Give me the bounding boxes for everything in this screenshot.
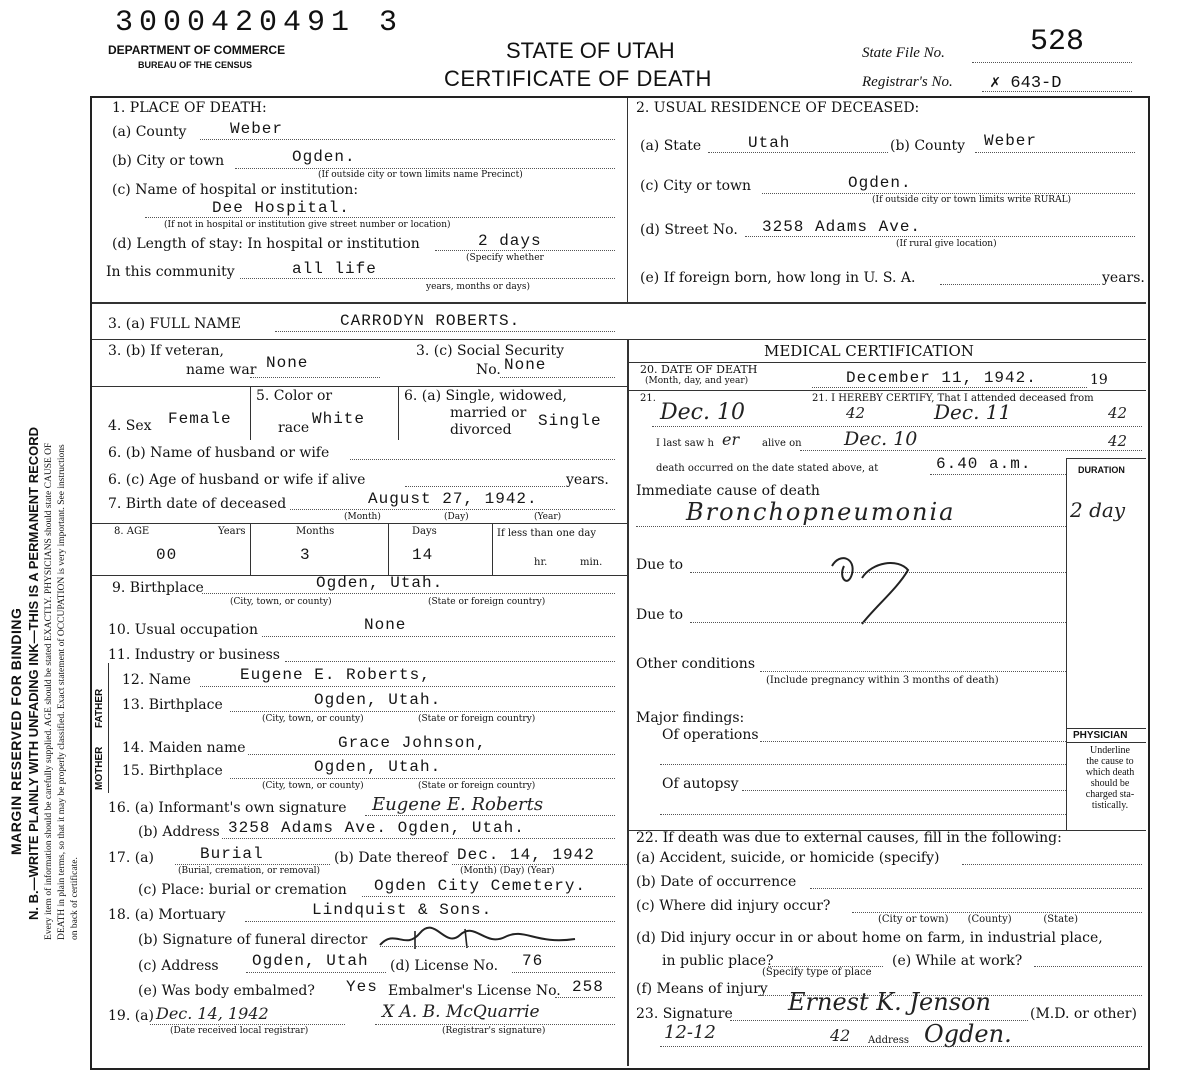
accident-label: (a) Accident, suicide, or homicide (specify)	[636, 850, 940, 866]
color-label: 5. Color or	[256, 388, 333, 404]
community-value: all life	[292, 260, 377, 278]
time-of-death-value: 6.40 a.m.	[936, 455, 1032, 473]
certify-label: 21. I HEREBY CERTIFY, That I attended deceased from	[812, 393, 1094, 404]
months-label: Months	[296, 526, 335, 537]
margin-instruction-text: N. B.—WRITE PLAINLY WITH UNFADING INK—THIS IS A PERMANENT RECORD	[26, 426, 41, 920]
signature-address-label: Address	[868, 1035, 909, 1046]
signature-suffix: (M.D. or other)	[1030, 1006, 1137, 1022]
attended-from-year: 42	[846, 404, 866, 422]
injury-location-label: (c) Where did injury occur?	[636, 898, 831, 914]
social-security-value: None	[504, 356, 547, 374]
state-file-number: 528	[1030, 25, 1085, 59]
place-type-note: (Specify type of place	[762, 967, 872, 978]
spouse-name-label: 6. (b) Name of husband or wife	[108, 445, 330, 461]
residence-state-value: Utah	[748, 134, 791, 152]
years-label: Years	[218, 526, 246, 537]
marital-label-2: married or	[450, 405, 527, 421]
injury-place-label: (d) Did injury occur in or about home on farm, in industrial place,	[636, 930, 1103, 946]
immediate-cause-label: Immediate cause of death	[636, 483, 820, 499]
last-saw-year: 42	[1108, 432, 1128, 450]
burial-place-label: (c) Place: burial or cremation	[138, 882, 347, 898]
autopsy-label: Of autopsy	[662, 776, 739, 792]
embalmed-value: Yes	[346, 978, 378, 996]
community-label: In this community	[106, 264, 235, 280]
age-days-value: 14	[412, 546, 434, 564]
street-label: (d) Street No.	[640, 222, 738, 238]
attended-from-value: Dec. 10	[660, 400, 745, 425]
residence-heading: 2. USUAL RESIDENCE OF DECEASED:	[636, 100, 920, 116]
stay-label: (d) Length of stay: In hospital or institution	[112, 236, 420, 252]
public-place-label: in public place?	[662, 953, 774, 969]
age-months-value: 3	[300, 546, 311, 564]
burial-place-value: Ogden City Cemetery.	[374, 877, 587, 895]
birth-day-note: (Day)	[444, 512, 469, 522]
certify-number: 21.	[640, 393, 656, 404]
social-security-label: 3. (c) Social Security	[416, 343, 565, 359]
mortuary-address-label: (c) Address	[138, 958, 219, 974]
embalmed-label: (e) Was body embalmed?	[138, 983, 315, 999]
embalmer-license-value: 258	[572, 978, 604, 996]
physician-note-line: the cause to	[1086, 756, 1134, 767]
registrar-label: 19. (a)	[108, 1008, 154, 1024]
spouse-age-label: 6. (c) Age of husband or wife if alive	[108, 472, 366, 488]
minutes-label: min.	[580, 557, 603, 568]
social-security-no-label: No.	[476, 362, 501, 378]
place-of-death-heading: 1. PLACE OF DEATH:	[112, 100, 267, 116]
informant-address-label: (b) Address	[138, 824, 220, 840]
stay-note: (Specify whether	[466, 253, 544, 263]
department-label: DEPARTMENT OF COMMERCE	[108, 43, 286, 57]
due-to-2-label: Due to	[636, 607, 684, 623]
funeral-director-signature	[375, 923, 585, 955]
registrar-date: Dec. 14, 1942	[156, 1004, 269, 1023]
burial-date-note: (Month) (Day) (Year)	[460, 866, 555, 876]
father-bp-note-2: (State or foreign country)	[418, 714, 536, 724]
marital-label: 6. (a) Single, widowed,	[404, 388, 567, 404]
foreign-born-label: (e) If foreign born, how long in U. S. A.	[640, 270, 916, 286]
immediate-cause-value: Bronchopneumonia	[686, 498, 956, 526]
residence-city-value: Ogden.	[848, 174, 912, 192]
death-city-label: (b) City or town	[112, 153, 225, 169]
residence-state-label: (a) State	[640, 138, 702, 154]
residence-county-value: Weber	[984, 132, 1038, 150]
bureau-label: BUREAU OF THE CENSUS	[138, 60, 253, 70]
last-saw-date: Dec. 10	[844, 428, 918, 450]
physician-note	[1074, 745, 1146, 811]
mother-maiden-label: 14. Maiden name	[122, 740, 246, 756]
attended-to-year: 42	[1108, 404, 1128, 422]
veteran-label: 3. (b) If veteran,	[108, 343, 224, 359]
age-years-value: 00	[156, 546, 178, 564]
physician-note-line: tistically.	[1091, 800, 1129, 811]
birth-date-value: August 27, 1942.	[368, 490, 538, 508]
race-label: race	[278, 420, 310, 436]
father-side-label: FATHER	[94, 688, 105, 728]
foreign-born-suffix: years.	[1102, 270, 1145, 286]
hospital-note: (If not in hospital or institution give street number or location)	[164, 220, 451, 230]
age-label: 8. AGE	[114, 526, 150, 537]
mother-bp-note-2: (State or foreign country)	[418, 781, 536, 791]
duration-header: DURATION	[1078, 465, 1125, 475]
street-value: 3258 Adams Ave.	[762, 218, 922, 236]
signature-year: 42	[830, 1026, 851, 1045]
father-birthplace-value: Ogden, Utah.	[314, 691, 442, 709]
registrar-number-label: Registrar's No.	[862, 74, 953, 90]
residence-county-label: (b) County	[890, 138, 966, 154]
duration-value: 2 day	[1070, 498, 1126, 522]
physician-note-line: Underline	[1090, 745, 1130, 756]
full-name-label: 3. (a) FULL NAME	[108, 316, 241, 332]
mother-birthplace-label: 15. Birthplace	[122, 763, 223, 779]
street-note: (If rural give location)	[896, 239, 997, 249]
registrar-signature: X A. B. McQuarrie	[382, 1002, 540, 1022]
father-name-value: Eugene E. Roberts,	[240, 666, 431, 684]
occupation-label: 10. Usual occupation	[108, 622, 258, 638]
burial-date-label: (b) Date thereof	[334, 850, 448, 866]
residence-city-label: (c) City or town	[640, 178, 752, 194]
birthplace-label: 9. Birthplace	[112, 580, 204, 596]
father-birthplace-label: 13. Birthplace	[122, 697, 223, 713]
hospital-label: (c) Name of hospital or institution:	[112, 182, 359, 198]
state-heading: STATE OF UTAH	[506, 38, 675, 63]
means-of-injury-label: (f) Means of injury	[636, 981, 768, 997]
embalmer-license-label: Embalmer's License No.	[388, 983, 561, 999]
attended-to-value: Dec. 11	[934, 400, 1012, 424]
registrar-number: ✗ 643-D	[990, 74, 1062, 93]
last-saw-pronoun: er	[722, 430, 740, 449]
license-value: 76	[522, 952, 544, 970]
industry-label: 11. Industry or business	[108, 647, 280, 663]
sex-value: Female	[168, 410, 232, 428]
death-city-value: Ogden.	[292, 148, 356, 166]
physician-signature: Ernest K. Jenson	[788, 988, 991, 1016]
occupation-value: None	[364, 616, 407, 634]
death-county-value: Weber	[230, 120, 284, 138]
mother-maiden-value: Grace Johnson,	[338, 734, 487, 752]
physician-header: PHYSICIAN	[1073, 730, 1128, 741]
mortuary-value: Lindquist & Sons.	[312, 901, 493, 919]
registrar-date-note: (Date received local registrar)	[170, 1026, 309, 1036]
operations-label: Of operations	[662, 727, 759, 743]
birthplace-value: Ogden, Utah.	[316, 574, 444, 592]
margin-note-3: on back of certificate.	[70, 857, 80, 940]
death-occurred-label: death occurred on the date stated above, at	[656, 463, 879, 474]
veteran-war-label: name war	[186, 362, 257, 378]
marital-value: Single	[538, 412, 602, 430]
hospital-value: Dee Hospital.	[212, 199, 350, 217]
informant-signature: Eugene E. Roberts	[372, 794, 544, 815]
physician-note-line: should be	[1090, 778, 1130, 789]
days-label: Days	[412, 526, 437, 537]
informant-signature-label: 16. (a) Informant's own signature	[108, 800, 347, 816]
informant-address-value: 3258 Adams Ave. Ogden, Utah.	[228, 819, 525, 837]
full-name-value: CARRODYN ROBERTS.	[340, 312, 521, 330]
burial-type-value: Burial	[200, 845, 264, 863]
state-file-label: State File No.	[862, 45, 945, 61]
birthplace-note-2: (State or foreign country)	[428, 597, 546, 607]
mother-bp-note-1: (City, town, or county)	[262, 781, 364, 791]
mother-birthplace-value: Ogden, Utah.	[314, 758, 442, 776]
alive-on-label: alive on	[762, 438, 802, 449]
registrar-signature-note: (Registrar's signature)	[442, 1026, 546, 1036]
cross-out-mark	[812, 548, 922, 628]
funeral-director-label: (b) Signature of funeral director	[138, 932, 368, 948]
mother-side-label: MOTHER	[94, 746, 105, 790]
stay-value: 2 days	[478, 232, 542, 250]
other-conditions-label: Other conditions	[636, 656, 756, 672]
major-findings-label: Major findings:	[636, 710, 745, 726]
birth-date-label: 7. Birth date of deceased	[108, 496, 287, 512]
mortuary-address-value: Ogden, Utah	[252, 952, 369, 970]
burial-type-note: (Burial, cremation, or removal)	[178, 866, 321, 876]
medical-certification-heading: MEDICAL CERTIFICATION	[764, 342, 974, 360]
external-causes-heading: 22. If death was due to external causes, fill in the following:	[636, 830, 1062, 846]
spouse-age-suffix: years.	[566, 472, 609, 488]
occurrence-date-label: (b) Date of occurrence	[636, 874, 797, 890]
physician-note-line: which death	[1085, 767, 1135, 778]
hours-label: hr.	[534, 557, 548, 568]
margin-note-2: DEATH in plain terms, so that it may be properly classified. Exact statement of OCCUPATION is very important. See instructions	[57, 444, 67, 940]
birthplace-note-1: (City, town, or county)	[230, 597, 332, 607]
while-at-work-label: (e) While at work?	[892, 953, 1023, 969]
burial-label: 17. (a)	[108, 850, 154, 866]
date-of-death-label: 20. DATE OF DEATH	[640, 363, 758, 376]
injury-location-note: (City or town) (County) (State)	[878, 914, 1078, 925]
color-value: White	[312, 410, 366, 428]
date-of-death-value: December 11, 1942.	[846, 369, 1037, 387]
burial-date-value: Dec. 14, 1942	[457, 846, 595, 864]
death-county-label: (a) County	[112, 124, 187, 140]
serial-number: 3000420491 3	[115, 6, 404, 40]
community-note: years, months or days)	[426, 282, 530, 292]
birth-month-note: (Month)	[344, 512, 381, 522]
margin-note-1: Every item of information should be carefully supplied. AGE should be stated EXACTLY. PHYSICIANS should state CAUSE OF	[44, 442, 54, 940]
marital-label-3: divorced	[450, 422, 512, 438]
father-name-label: 12. Name	[122, 672, 191, 688]
mortuary-label: 18. (a) Mortuary	[108, 907, 226, 923]
date-of-death-suffix: 19	[1090, 372, 1108, 388]
margin-binding-text: MARGIN RESERVED FOR BINDING	[8, 607, 24, 855]
physician-signature-label: 23. Signature	[636, 1006, 733, 1022]
less-than-day-label: If less than one day	[497, 528, 596, 539]
due-to-1-label: Due to	[636, 557, 684, 573]
residence-city-note: (If outside city or town limits write RURAL)	[872, 195, 1072, 205]
last-saw-label: I last saw h	[656, 438, 714, 449]
signature-date: 12-12	[664, 1022, 716, 1043]
signature-address: Ogden.	[924, 1020, 1012, 1048]
other-conditions-note: (Include pregnancy within 3 months of death)	[766, 675, 999, 686]
certificate-title: CERTIFICATE OF DEATH	[444, 66, 712, 91]
birth-year-note: (Year)	[534, 512, 562, 522]
father-bp-note-1: (City, town, or county)	[262, 714, 364, 724]
sex-label: 4. Sex	[108, 418, 152, 434]
license-label: (d) License No.	[390, 958, 499, 974]
date-of-death-note: (Month, day, and year)	[645, 376, 749, 386]
death-city-note: (If outside city or town limits name Precinct)	[318, 170, 523, 180]
veteran-value: None	[266, 354, 309, 372]
physician-note-line: charged sta-	[1085, 789, 1135, 800]
